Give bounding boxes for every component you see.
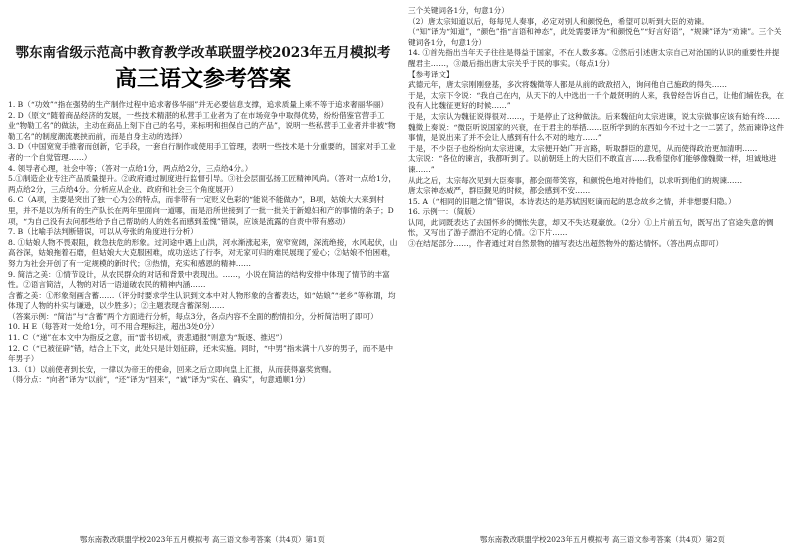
answer-paragraph: 11. C（“递”在本文中为指反之意，而“雷书切戒，责悲通报”则意为“叛逐、推迟”） bbox=[8, 333, 287, 343]
answer-paragraph: 三个关键词各1分，句意1分） bbox=[408, 6, 509, 15]
answer-paragraph: 含蓄之美：①形象刻画含蓄……（评分时要求学生认识到文本中对人物形象的含蓄表达，如“姑娘”“老乡”等称谓，均体现了人物的朴实与谦逊，以少胜多）；②主题表现含蓄深刻…… bbox=[8, 290, 396, 311]
left-answers bbox=[8, 100, 398, 386]
answer-paragraph: 7. B（比喻手法判断错误，可以从夸张的角度进行分析） bbox=[8, 227, 198, 237]
answer-paragraph: 8. ①姑娘人物不畏艰阻，救急扶危的形象。过河途中遇上山洪，河水渐涨起来，宽窄宽阔，深流绝接，水风起伏，山高谷深，姑娘拖着石磨，但姑娘大大克服困难，成功送达了行李，对无家可归的难民展现了爱心；②姑娘不怕困难，努力为社会开创了有一定规模的新时代；③热情，充实和感恩的精神…… bbox=[8, 237, 398, 268]
answer-key-title: 高三语文参考答案 bbox=[114, 66, 291, 92]
footer-right: 鄂东南教改联盟学校2023年五月模拟考 高三语文参考答案（共4页）第2页 bbox=[480, 535, 725, 544]
answer-paragraph: 太宗说：“各位的谏言，我都听到了。以前朝廷上的大臣们不敢直言……我希望你们能够像魏徵一样，坦诚地进谏……” bbox=[408, 154, 777, 174]
answer-paragraph: （2）唐太宗知道以后，每每见人奏事，必定对别人和颜悦色，希望可以听到大臣的劝谏。 bbox=[408, 16, 709, 26]
answer-paragraph: 13.（1）以前使者到长安，一律以为帝王的使命，回来之后立即向皇上汇报，从而获得嘉奖赏赐。 bbox=[8, 364, 337, 374]
answer-paragraph: 3. D（中国宽宽手推奢而创新，它手段，一套自行制作或使用手工管理，表明一些技术是十分重要的，国家对手工业者的一个自觉管理……） bbox=[8, 142, 396, 162]
answer-paragraph: 于是，太宗认为魏征说得很对……，于是停止了这种做法。后来魏征向太宗进谏，说太宗做事应该有始有终…… bbox=[408, 111, 781, 121]
answer-paragraph: 16. 示例一：（简版） bbox=[408, 207, 480, 217]
right-answers bbox=[408, 6, 786, 250]
answer-paragraph: 从此之后，太宗每次见到大臣奏事，都会面带笑容，和颜悦色地对待他们，以求听到他们的规谏…… bbox=[408, 175, 743, 185]
right-column bbox=[408, 6, 786, 527]
answer-paragraph: 【参考译文】 bbox=[408, 69, 454, 79]
answer-paragraph: 15. A（“相同的旧题之情”错误，本诗表达的是苏轼因贬谪而起的思念故乡之情，并非想要归隐。） bbox=[408, 196, 736, 206]
left-column bbox=[8, 6, 398, 527]
answer-paragraph: 9. 简洁之美：①情节设计，从农民群众的对话和背景中表现出。……，小说在简洁的结构安排中体现了情节的丰富性。②语言简洁，人物的对话一语道破农民的精神内涵…… bbox=[8, 269, 390, 290]
answer-paragraph: （得分点：“向者”译为“以前”，“还”译为“回来”，“诚”译为“实在、确实”，句意通顺1分） bbox=[8, 375, 311, 385]
answer-paragraph: 4. 领导者心理，社会中等；（答对一点给1分，两点给2分，三点给4分。） bbox=[8, 163, 253, 173]
answer-paragraph: 于是，不少臣子也纷纷向太宗进谏，太宗便开始广开言路，听取群臣的意见，从而使得政治更加清明…… bbox=[408, 143, 758, 153]
answer-paragraph: 认同，此词既表达了去国怀乡的惆怅失意，却又不失达观豪放。（2分）①上片前五句，既写出了官途失意的惆怅，又写出了游子漂泊不定的心情。②下片…… bbox=[408, 217, 774, 238]
answer-paragraph: 魏徵上奏说：“微臣听说国家的兴衰，在于君主的举措……臣所学到的东西如今不过十之一二罢了，然而谏诤这件事情，是说出来了并不会让人感到有什么不对的地方……” bbox=[408, 122, 784, 143]
answer-paragraph: （“知”译为“知道”，“颜色”指“言语和神态”，此处需要译为“和颜悦色”“好言好语”，“规谏”译为“劝谏”。三个关键词各1分，句意1分） bbox=[408, 27, 782, 47]
answer-paragraph: 14. ①首先指出当年天子往往是得益于国家，不在人数多寡。②然后引述唐太宗自己对治国的认识的重要性并提醒君主……，③最后指出唐太宗关乎于民的事实。（每点1分） bbox=[408, 48, 780, 68]
answer-paragraph: 12. C（“已被征辟”错，结合上下文，此处只是计划征辟，还未实施。同时，“中男”指未满十八岁的男子，而不是中年男子） bbox=[8, 343, 394, 364]
answer-paragraph: 唐太宗神态威严，群臣觐见的时候，都会感到不安…… bbox=[408, 186, 591, 196]
exam-title: 鄂东南省级示范高中教育教学改革联盟学校2023年五月模拟考 bbox=[15, 45, 391, 61]
answer-paragraph: 5.①制造企业专注产品质量提升。②政府通过制度进行监督引导。③社会层面弘扬工匠精神风尚。（答对一点给1分，两点给2分，三点给4分。分析应从企业、政府和社会三个角度展开） bbox=[8, 174, 396, 194]
answer-paragraph: 6. C（A项，主要是突出了独一心为公的特点，而非带有一定贬义色彩的“能说不能做办”，B项，姑娘大大来到村里，并不是以为所有的生产队长在两年里面向一道哪，而是沿所世接到了一批一批关于新媳妇和产的事情的条子；D项，“为自己没有去问那些给予自己帮助的人的姓名而感到羞愧”错误，应该是流露的自责中带有感动） bbox=[8, 195, 394, 226]
answer-paragraph: 武德元年，唐太宗刚刚登基，多次将魏徵等人都是从前的政敌招入，询问他自己施政的得失…… bbox=[408, 80, 727, 90]
answer-paragraph: 10. H E（每答对一处给1分，可不用合理标注，超出3处0分） bbox=[8, 322, 219, 332]
answer-paragraph: （答案示例：“简洁”与“含蓄”两个方面进行分析，每点3分，各点内容不全面的酌情扣分，分析简洁明了即可） bbox=[8, 311, 378, 321]
answer-paragraph: 2. D（原文“随着商品经济的发展，一些技术精湛的私营手工业者为了在市场竞争中取得优势，纷纷借鉴官营手工业“物勒工名”的做法，主动在商品上刻下自己的名号，来标明和担保自己的产品”，说明一些私营手工业者并非被“物勒工名”的制度潮流裹挟而前，而是自身主动的选择） bbox=[8, 110, 396, 141]
answer-paragraph: 于是，太宗下令说：“我自己在内，从天下的人中选出一千个最贤明的人来，我曾经告诉自己，让他们辅佐我，在没有人比魏征更好的时候……” bbox=[408, 90, 784, 111]
footer-left: 鄂东南教改联盟学校2023年五月模拟考 高三语文参考答案（共4页）第1页 bbox=[80, 535, 325, 544]
answer-paragraph: 1. B（“功效”“指在强势的生产制作过程中追求奢侈华丽”并无必要信息支撑，追求质量上乘不等于追求奢丽华丽） bbox=[8, 100, 389, 109]
answer-paragraph: ③在结尾部分……，作者通过对自然景物的描写表达出超然物外的豁达情怀。（答出两点即可） bbox=[408, 239, 724, 249]
